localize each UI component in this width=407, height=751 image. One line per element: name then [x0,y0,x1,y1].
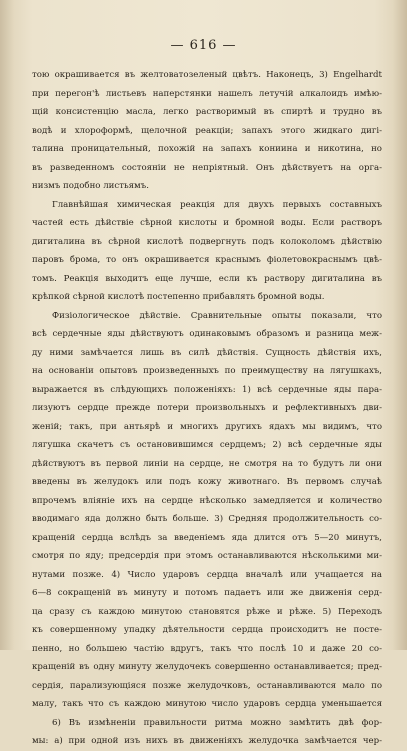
page-edge-shadow-left [0,0,14,650]
text-line: Физіологическое дѣйствіе. Сравнительные опыты показали, что [52,310,382,321]
text-line: сердія, парализующіяся позже желудочковъ, останавливаются мало по [32,680,382,691]
page-number: — 616 — [170,38,237,53]
text-line: малу, такъ что съ каждою минутою число ударовъ сердца уменьшается [32,699,382,709]
text-line: частей есть дѣйствіе сѣрной кислоты и бромной воды. Если растворъ [32,218,382,228]
text-line: лягушка скачетъ съ остановившимся сердцемъ; 2) всѣ сердечные яды [32,440,382,450]
text-line: кращеній въ одну минуту желудочекъ совершенно останавливается; пред- [32,662,382,672]
text-line: при перегон'ѣ листьевъ наперстянки нашелъ летучій алкалоидъ имѣю- [32,88,382,99]
text-line: кращеній сердца вслѣдъ за введеніемъ яда длится отъ 5—20 минутъ, [32,532,382,543]
text-line: лизуютъ сердце прежде потери произвольныхъ и рефлективныхъ дви- [32,403,382,413]
text-line: смотря по яду; предсердія при этомъ останавливаются нѣсколькими ми- [32,551,382,561]
text-line: низмъ подобно листьямъ. [32,181,149,191]
text-line: паровъ брома, то онъ окрашивается краснымъ фіолетовокраснымъ цвѣ- [32,255,382,265]
text-line: дигиталина въ сѣрной кислотѣ подвергнуть подъ колоколомъ дѣйствію [32,236,382,247]
text-line: дѣйствуютъ въ первой линіи на сердце, не смотря на то будутъ ли они [32,458,382,469]
text-line: щій консистенцію масла, легко растворимый въ спиртѣ и трудно въ [32,107,382,117]
text-line: 6—8 сокращеній въ минуту и потомъ падаетъ или же движенія серд- [32,588,382,598]
text-line: талина проницательный, похожій на запахъ кониина и никотина, но [32,144,382,154]
text-line: Главнѣйшая химическая реакція для двухъ первыхъ составныхъ [52,199,382,210]
body-text [32,66,382,751]
text-line: на основаніи опытовъ произведенныхъ по преимуществу на лягушкахъ, [32,366,382,376]
page-edge-shadow-right [393,0,407,650]
text-line: 6) Въ измѣненіи правильности ритма можно замѣтить двѣ фор- [52,717,382,728]
text-line: къ совершенному упадку дѣятельности сердца происходитъ не посте- [32,625,382,635]
text-line: крѣпкой сѣрной кислотѣ постепенно прибавлять бромной воды. [32,292,325,302]
text-line: въ разведенномъ состояніи не непріятный. Онъ дѣйствуетъ на орга- [32,162,382,173]
text-line: женій; такъ, при антьярѣ и многихъ другихъ ядахъ мы видимъ, что [32,421,382,432]
text-line: всѣ сердечные яды дѣйствуютъ одинаковымъ образомъ и разница меж- [32,329,382,339]
text-line: выражается въ слѣдующихъ положеніяхъ: 1) всѣ сердечные яды пара- [32,384,382,395]
text-line: мы: а) при одной изъ нихъ въ движеніяхъ желудочка замѣчается чер- [32,736,382,746]
text-line: вводимаго яда должно быть больше. 3) Средняя продолжительность со- [32,514,382,524]
text-line: ца сразу съ каждою минутою становятся рѣже и рѣже. 5) Переходъ [32,606,382,617]
text-line: введены въ желудокъ или подъ кожу животнаго. Въ первомъ случаѣ [32,477,382,487]
text-line: ду ними замѣчается лишь въ силѣ дѣйствія. Сущность дѣйствія ихъ, [32,347,382,358]
text-line: пенно, но большею частію вдругъ, такъ что послѣ 10 и даже 20 со- [32,643,382,654]
text-line: водѣ и хлороформѣ, щелочной реакціи; запахъ этого жидкаго дигi- [32,125,382,136]
text-line: томъ. Реакція выходитъ еще лучше, если къ раствору дигиталина въ [32,273,382,284]
text-line: нутами позже. 4) Число ударовъ сердца вначалѣ или учащается на [32,569,382,580]
text-line: тою окрашивается въ желтоватозеленый цвѣтъ. Наконецъ, 3) Engelhardt [32,70,382,80]
text-line: впрочемъ вліяніе ихъ на сердце нѣсколько замедляется и количество [32,495,382,506]
